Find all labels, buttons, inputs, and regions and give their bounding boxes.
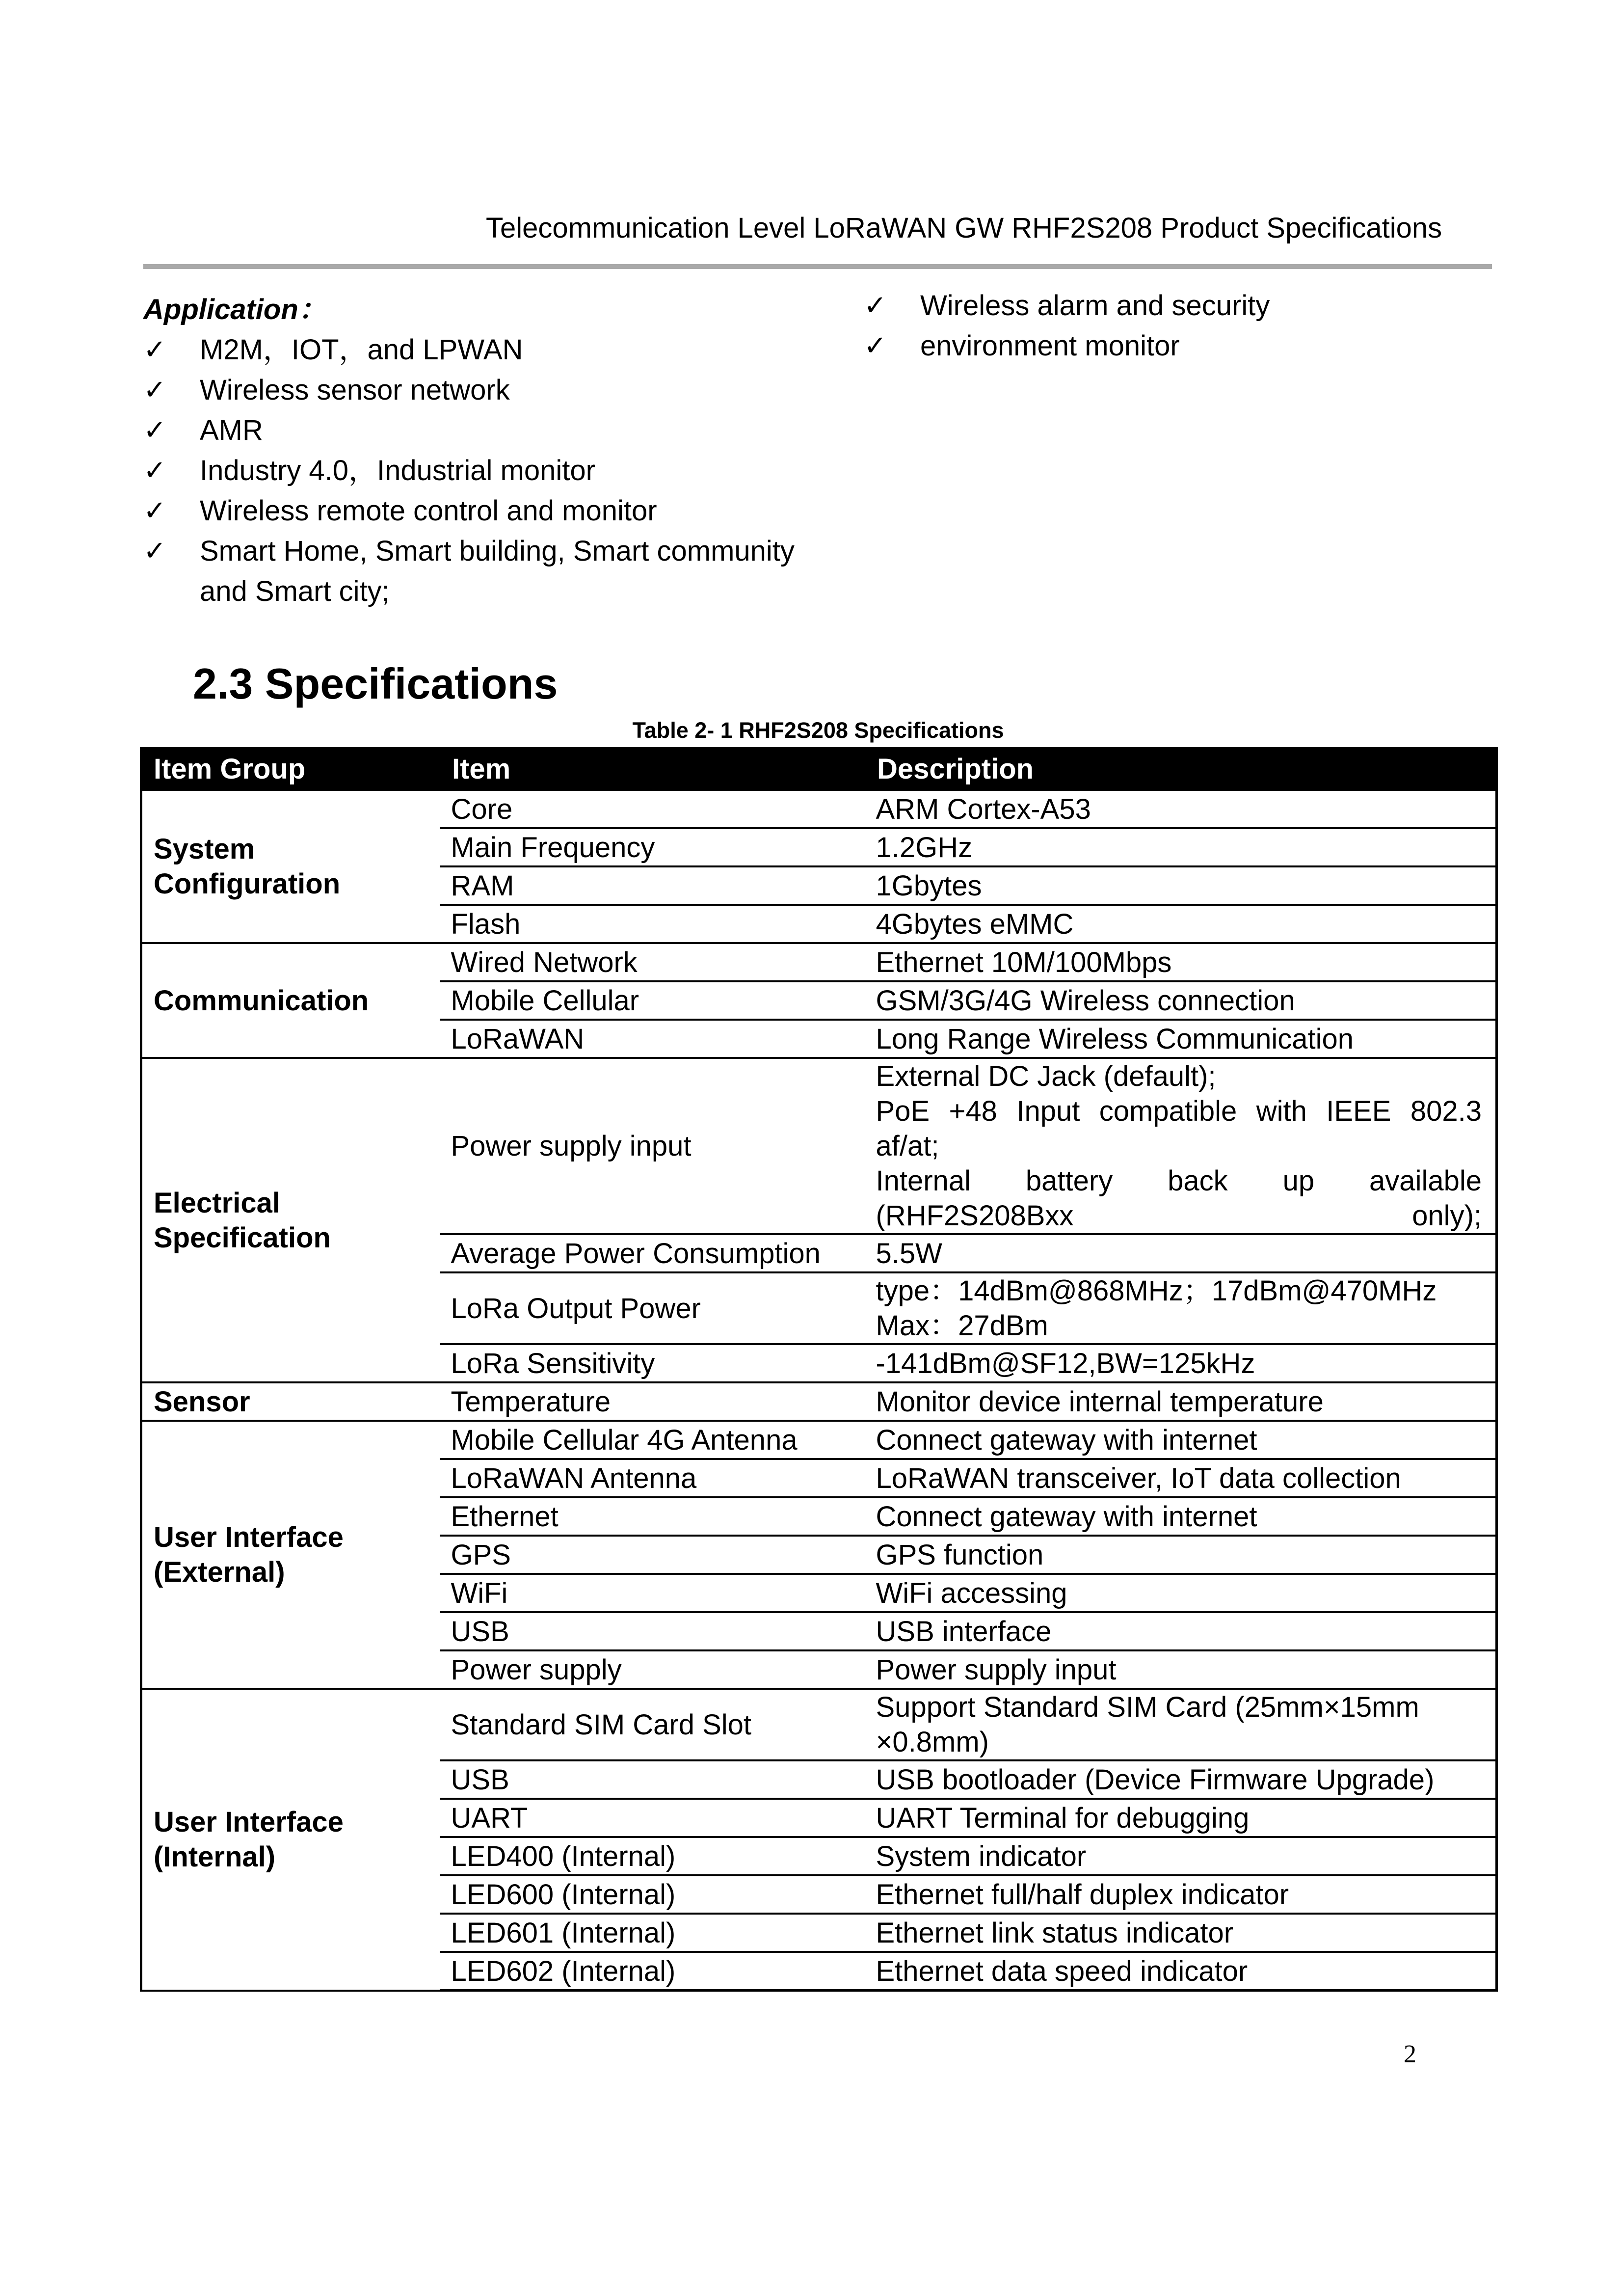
item-cell: Wired Network xyxy=(440,943,865,981)
description-cell xyxy=(865,1536,1497,1574)
item-cell: Ethernet xyxy=(440,1497,865,1536)
table-row xyxy=(141,1382,1497,1421)
item-cell: LoRaWAN Antenna xyxy=(440,1459,865,1497)
application-heading: Application： xyxy=(143,294,327,325)
application-section-continued xyxy=(864,286,1477,366)
item-group-cell: Electrical Specification xyxy=(141,1058,440,1382)
description-text: Ethernet data speed indicator xyxy=(876,1955,1248,1987)
application-section xyxy=(143,290,840,612)
application-item-text: Smart Home, Smart building, Smart community and Smart city; xyxy=(200,535,795,607)
description-text: Support Standard SIM Card (25mm×15mm ×0.8mm) xyxy=(876,1691,1419,1758)
description-text: WiFi accessing xyxy=(876,1577,1067,1609)
description-text: 5.5W xyxy=(876,1237,942,1270)
description-cell xyxy=(865,1234,1497,1272)
item-cell: LoRaWAN xyxy=(440,1020,865,1058)
application-item-text: AMR xyxy=(200,414,263,446)
description-cell xyxy=(865,1344,1497,1382)
description-text: Connect gateway with internet xyxy=(876,1500,1257,1533)
description-text: LoRaWAN transceiver, IoT data collection xyxy=(876,1462,1401,1494)
description-cell xyxy=(865,1020,1497,1058)
description-text: USB interface xyxy=(876,1615,1052,1648)
table-header-row xyxy=(141,749,1497,790)
description-cell xyxy=(865,943,1497,981)
description-line: PoE +48 Input compatible with IEEE 802.3 af/at; xyxy=(876,1095,1482,1162)
description-text: Long Range Wireless Communication xyxy=(876,1023,1354,1055)
application-list-right xyxy=(864,286,1477,366)
application-list-item xyxy=(143,491,840,531)
application-list-left xyxy=(143,330,840,612)
table-row xyxy=(141,1689,1497,1760)
application-item-text: M2M，IOT，and LPWAN xyxy=(200,334,523,366)
description-text: Power supply input xyxy=(876,1653,1117,1686)
description-cell xyxy=(865,790,1497,829)
item-cell: Main Frequency xyxy=(440,828,865,866)
table-row xyxy=(141,790,1497,829)
section-title: 2.3 Specifications xyxy=(193,659,558,708)
description-text: Connect gateway with internet xyxy=(876,1424,1257,1456)
description-cell xyxy=(865,1689,1497,1760)
item-cell: GPS xyxy=(440,1536,865,1574)
description-cell xyxy=(865,905,1497,943)
description-text: 1.2GHz xyxy=(876,831,973,864)
description-text: UART Terminal for debugging xyxy=(876,1802,1250,1834)
item-cell: Core xyxy=(440,790,865,829)
description-cell xyxy=(865,1058,1497,1234)
item-cell: Flash xyxy=(440,905,865,943)
application-list-item xyxy=(143,330,840,370)
description-text: Ethernet link status indicator xyxy=(876,1917,1234,1949)
description-cell xyxy=(865,981,1497,1020)
description-text: Ethernet 10M/100Mbps xyxy=(876,946,1172,978)
description-cell xyxy=(865,828,1497,866)
application-list-item xyxy=(143,410,840,451)
description-text: ARM Cortex-A53 xyxy=(876,793,1091,825)
description-cell xyxy=(865,866,1497,905)
description-text: System indicator xyxy=(876,1840,1087,1872)
item-cell: LoRa Output Power xyxy=(440,1272,865,1344)
table-row xyxy=(141,943,1497,981)
item-group-cell: System Configuration xyxy=(141,790,440,944)
description-text: 1Gbytes xyxy=(876,869,982,902)
description-cell xyxy=(865,1952,1497,1991)
table-row xyxy=(141,1058,1497,1234)
description-line: Max：27dBm xyxy=(876,1310,1048,1342)
checkmark-icon: ✓ xyxy=(143,535,166,567)
description-cell xyxy=(865,1650,1497,1689)
description-cell xyxy=(865,1459,1497,1497)
running-header-title: Telecommunication Level LoRaWAN GW RHF2S208 Product Specifications xyxy=(486,212,1442,244)
item-cell: Standard SIM Card Slot xyxy=(440,1689,865,1760)
item-cell: LED601 (Internal) xyxy=(440,1914,865,1952)
description-cell xyxy=(865,1497,1497,1536)
item-group-cell: User Interface (Internal) xyxy=(141,1689,440,1991)
item-cell: Power supply xyxy=(440,1650,865,1689)
application-item-text: Wireless alarm and security xyxy=(920,290,1270,322)
header-divider xyxy=(143,264,1492,269)
item-cell: WiFi xyxy=(440,1574,865,1612)
item-cell: LED600 (Internal) xyxy=(440,1875,865,1914)
checkmark-icon: ✓ xyxy=(143,374,166,406)
page-number: 2 xyxy=(1404,2040,1416,2068)
item-cell: Mobile Cellular xyxy=(440,981,865,1020)
description-line: External DC Jack (default); xyxy=(876,1060,1216,1092)
item-group-cell: Communication xyxy=(141,943,440,1058)
checkmark-icon: ✓ xyxy=(864,330,887,362)
application-list-item xyxy=(864,286,1477,326)
description-text: 4Gbytes eMMC xyxy=(876,908,1074,940)
item-group-cell: User Interface (External) xyxy=(141,1421,440,1689)
description-cell xyxy=(865,1914,1497,1952)
description-line: Internal battery back up available (RHF2S208Bxx only); xyxy=(876,1165,1482,1232)
item-cell: Mobile Cellular 4G Antenna xyxy=(440,1421,865,1459)
description-cell xyxy=(865,1382,1497,1421)
item-cell: USB xyxy=(440,1612,865,1650)
item-cell: UART xyxy=(440,1799,865,1837)
item-cell: Average Power Consumption xyxy=(440,1234,865,1272)
application-item-text: Industry 4.0，Industrial monitor xyxy=(200,455,595,486)
item-cell: Power supply input xyxy=(440,1058,865,1234)
header-item-group: Item Group xyxy=(141,749,440,790)
item-cell: RAM xyxy=(440,866,865,905)
description-cell xyxy=(865,1875,1497,1914)
item-cell: LED400 (Internal) xyxy=(440,1837,865,1875)
description-cell xyxy=(865,1837,1497,1875)
application-list-item xyxy=(143,370,840,410)
application-list-item xyxy=(143,451,840,491)
header-description: Description xyxy=(865,749,1497,790)
description-text: Ethernet full/half duplex indicator xyxy=(876,1878,1289,1911)
description-cell xyxy=(865,1612,1497,1650)
description-cell xyxy=(865,1272,1497,1344)
description-text: -141dBm@SF12,BW=125kHz xyxy=(876,1347,1255,1379)
checkmark-icon: ✓ xyxy=(143,455,166,486)
description-cell xyxy=(865,1799,1497,1837)
description-cell xyxy=(865,1574,1497,1612)
description-cell xyxy=(865,1421,1497,1459)
table-row xyxy=(141,1421,1497,1459)
description-text: GPS function xyxy=(876,1539,1044,1571)
item-cell: Temperature xyxy=(440,1382,865,1421)
application-item-text: Wireless sensor network xyxy=(200,374,510,406)
item-cell: LED602 (Internal) xyxy=(440,1952,865,1991)
description-text: GSM/3G/4G Wireless connection xyxy=(876,984,1295,1017)
description-text: USB bootloader (Device Firmware Upgrade) xyxy=(876,1763,1435,1796)
description-cell xyxy=(865,1760,1497,1799)
application-item-text: Wireless remote control and monitor xyxy=(200,495,657,527)
application-list-item xyxy=(143,531,840,612)
application-item-text: environment monitor xyxy=(920,330,1180,362)
header-item: Item xyxy=(440,749,865,790)
application-list-item xyxy=(864,326,1477,366)
specifications-table xyxy=(140,747,1498,1992)
checkmark-icon: ✓ xyxy=(143,495,166,527)
checkmark-icon: ✓ xyxy=(864,290,887,322)
checkmark-icon: ✓ xyxy=(143,334,166,366)
item-cell: USB xyxy=(440,1760,865,1799)
description-text: Monitor device internal temperature xyxy=(876,1385,1324,1418)
item-group-cell: Sensor xyxy=(141,1382,440,1421)
item-cell: LoRa Sensitivity xyxy=(440,1344,865,1382)
table-caption: Table 2- 1 RHF2S208 Specifications xyxy=(632,718,1004,743)
checkmark-icon: ✓ xyxy=(143,414,166,446)
description-line: type：14dBm@868MHz；17dBm@470MHz xyxy=(876,1275,1437,1307)
